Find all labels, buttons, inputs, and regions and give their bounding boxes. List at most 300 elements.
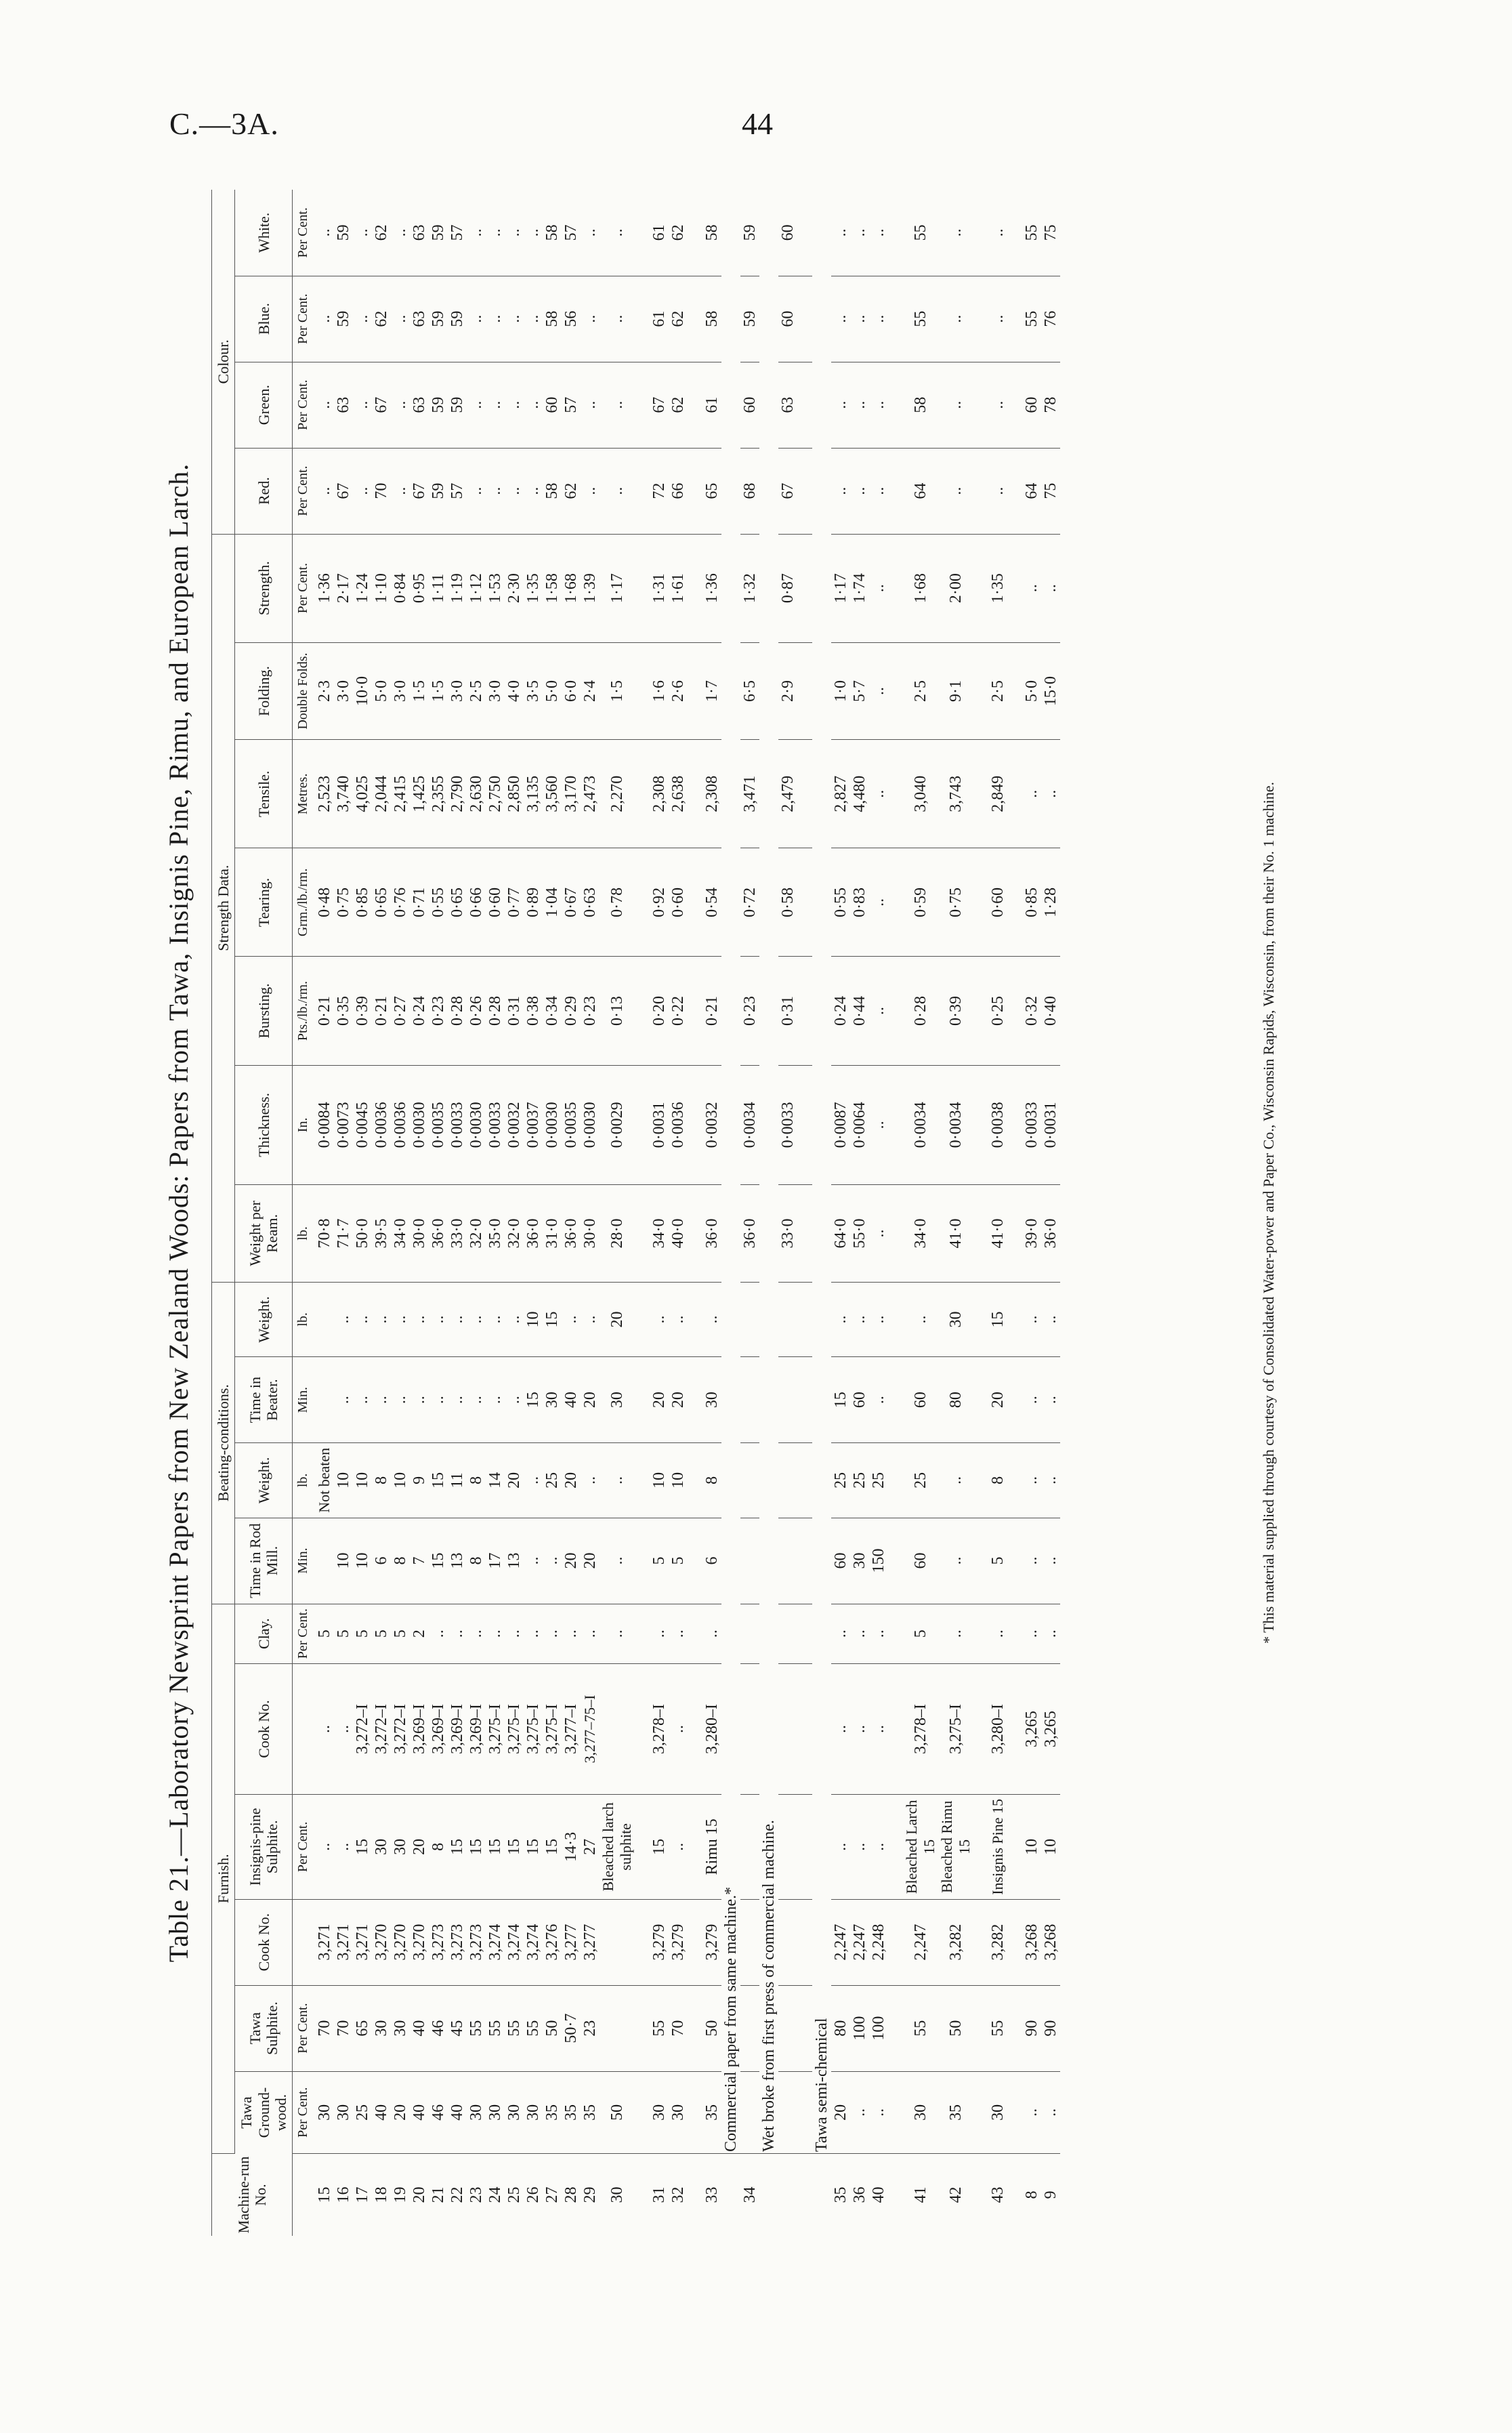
table-cell: 3,271 [334, 1899, 353, 1985]
spacer-cell [888, 2154, 903, 2236]
table-cell: .. [850, 1663, 869, 1794]
table-cell: 60 [543, 362, 562, 448]
table-cell: 27 [543, 2186, 562, 2203]
unit-cell: Double Folds. [293, 642, 316, 740]
table-cell [740, 1604, 759, 1663]
table-cell: 0·0033 [778, 1065, 797, 1185]
table-cell: 30 [988, 2071, 1007, 2153]
table-cell: 70·8 [315, 1185, 334, 1283]
table-cell: 0·0033 [448, 1065, 467, 1185]
table-cell: 2,473 [581, 740, 600, 848]
table-cell: .. [869, 1357, 888, 1443]
spacer-row [688, 190, 702, 2236]
table-cell: 63 [778, 362, 797, 448]
col-header: Tawa Sulphite. [235, 1985, 293, 2071]
table-cell: 0·35 [334, 957, 353, 1065]
col-header: Bursting. [235, 957, 293, 1065]
spacer-cell [635, 1663, 650, 1794]
table-cell [740, 1663, 759, 1794]
table-cell: 30 [702, 1357, 721, 1443]
table-cell: 30 [334, 2071, 353, 2153]
table-cell: 3,273 [448, 1899, 467, 1985]
table-cell: 3·0 [448, 642, 467, 740]
unit-cell: Per Cent. [293, 534, 316, 642]
table-cell: .. [850, 1282, 869, 1356]
table-cell: 15 [486, 1795, 505, 1900]
table-cell: 0·31 [778, 957, 797, 1065]
document-reference: C.—3A. [169, 106, 279, 141]
table-cell: 20 [669, 1357, 688, 1443]
table-row [650, 190, 669, 2236]
table-cell: 30 [372, 1795, 391, 1900]
table-cell: 1·74 [850, 534, 869, 642]
table-cell: 0·31 [505, 957, 524, 1065]
table-cell: 2,248 [869, 1899, 888, 1985]
table-cell: .. [1041, 1357, 1060, 1443]
table-cell: 40 [870, 2186, 888, 2203]
table-cell: 67 [650, 362, 669, 448]
table-cell: .. [669, 1663, 688, 1794]
table-cell: 0·28 [448, 957, 467, 1065]
table-row [429, 190, 448, 2236]
spacer-cell [635, 2154, 650, 2236]
table-cell: 0·0033 [486, 1065, 505, 1185]
table-cell: .. [467, 1282, 486, 1356]
unit-cell: Pts./lb./rm. [293, 957, 316, 1065]
table-cell: .. [869, 642, 888, 740]
spacer-cell [688, 276, 702, 362]
table-cell: .. [869, 276, 888, 362]
note-row [721, 190, 740, 2236]
table-cell: 0·34 [543, 957, 562, 1065]
table-cell: 1·12 [467, 534, 486, 642]
table-cell: 2,415 [391, 740, 410, 848]
table-cell: 3,270 [372, 1899, 391, 1985]
table-cell [740, 1899, 759, 1985]
spacer-cell [1007, 957, 1022, 1065]
unit-cell: Per Cent. [293, 1985, 316, 2071]
spacer-cell [888, 1985, 903, 2071]
table-cell: 22 [448, 2186, 467, 2203]
table-cell: .. [524, 276, 543, 362]
group-header-furnish: Furnish. [212, 1604, 235, 2154]
table-cell: 0·26 [467, 957, 486, 1065]
table-cell: 30 [505, 2071, 524, 2153]
table-cell: .. [391, 1357, 410, 1443]
table-cell: 25 [543, 1443, 562, 1518]
table-cell: .. [505, 448, 524, 534]
table-cell: .. [391, 362, 410, 448]
table-cell: 2·30 [505, 534, 524, 642]
spacer-cell [888, 1604, 903, 1663]
spacer-cell [635, 1443, 650, 1518]
table-cell: 2,355 [429, 740, 448, 848]
table-row [702, 190, 721, 2236]
table-cell: 23 [467, 2186, 486, 2203]
table-cell: 2·5 [467, 642, 486, 740]
spacer-cell [797, 2071, 812, 2153]
table-cell: .. [353, 362, 372, 448]
table-cell: 60 [903, 1518, 938, 1604]
table-cell: 0·87 [778, 534, 797, 642]
table-cell: 1·28 [1041, 848, 1060, 957]
spacer-cell [888, 957, 903, 1065]
spacer-cell [1007, 276, 1022, 362]
table-cell: 0·0034 [740, 1065, 759, 1185]
table-cell: 0·23 [740, 957, 759, 1065]
table-cell: 40 [448, 2071, 467, 2153]
table-cell: .. [334, 1795, 353, 1900]
unit-cell: lb. [293, 1282, 316, 1356]
spacer-cell [635, 957, 650, 1065]
table-cell: 24 [486, 2186, 505, 2203]
table-cell: 0·0038 [988, 1065, 1007, 1185]
table-cell: 0·27 [391, 957, 410, 1065]
spacer-cell [688, 190, 702, 276]
footnote: * This material supplied through courtesy of Consolidated Water-power and Paper Co., Wisconsin Rapids, Wisconsin, from their No. 1 machine. [1260, 782, 1277, 1644]
table-cell: 30 [600, 1357, 635, 1443]
table-cell: 35 [543, 2071, 562, 2153]
spacer-cell [797, 1185, 812, 1283]
table-cell: 15 [448, 1795, 467, 1900]
group-header-beating: Beating-conditions. [212, 1282, 235, 1604]
table-cell: 1·32 [740, 534, 759, 642]
table-cell: 3,277–I [562, 1663, 581, 1794]
spacer-cell [797, 642, 812, 740]
table-cell: 10 [669, 1443, 688, 1518]
table-cell: 1·7 [702, 642, 721, 740]
table-cell: 10 [1041, 1795, 1060, 1900]
table-cell: 0·60 [669, 848, 688, 957]
col-header: Folding. [235, 642, 293, 740]
table-cell: 50 [543, 1985, 562, 2071]
table-cell: .. [1041, 1518, 1060, 1604]
unit-cell: In. [293, 1065, 316, 1185]
table-cell: 0·55 [831, 848, 850, 957]
table-cell: .. [669, 1282, 688, 1356]
table-cell: 39·5 [372, 1185, 391, 1283]
table-cell: 3,740 [334, 740, 353, 848]
table-cell: 14 [486, 1443, 505, 1518]
table-row [778, 190, 797, 2236]
table-cell: 5 [988, 1518, 1007, 1604]
table-row [543, 190, 562, 2236]
page-number: 44 [742, 106, 773, 141]
table-cell: .. [372, 1357, 391, 1443]
spacer-cell [973, 448, 988, 534]
table-cell: .. [353, 448, 372, 534]
table-cell: 29 [581, 2186, 600, 2203]
table-cell: 63 [410, 276, 429, 362]
table-cell: 35·0 [486, 1185, 505, 1283]
col-header: Blue. [235, 276, 293, 362]
table-cell: 3,269–I [429, 1663, 448, 1794]
spacer-cell [973, 1663, 988, 1794]
table-cell: 5 [315, 1604, 334, 1663]
unit-cell: Per Cent. [293, 2071, 316, 2153]
table-cell: 5 [650, 1518, 669, 1604]
table-cell: 0·75 [334, 848, 353, 957]
table-cell: 8 [702, 1443, 721, 1518]
table-cell: 0·85 [1022, 848, 1041, 957]
spacer-cell [635, 1518, 650, 1604]
table-cell: 0·21 [315, 957, 334, 1065]
table-cell: 2,750 [486, 740, 505, 848]
table-row [850, 190, 869, 2236]
table-cell: 15 [467, 1795, 486, 1900]
table-cell: 30 [315, 2071, 334, 2153]
table-cell: .. [315, 1795, 334, 1900]
table-cell: 57 [562, 362, 581, 448]
table-cell: 13 [505, 1518, 524, 1604]
table-cell: 19 [392, 2186, 410, 2203]
spacer-cell [1007, 362, 1022, 448]
table-cell: 1·39 [581, 534, 600, 642]
table-cell: .. [1022, 1357, 1041, 1443]
table-cell: 2·5 [903, 642, 938, 740]
spacer-row [797, 190, 812, 2236]
spacer-cell [1007, 2071, 1022, 2153]
table-cell: 46 [429, 2071, 448, 2153]
table-cell: .. [831, 1282, 850, 1356]
spacer-cell [973, 276, 988, 362]
table-cell: 15 [543, 1282, 562, 1356]
table-cell: .. [410, 1282, 429, 1356]
table-cell: 1,425 [410, 740, 429, 848]
table-row [600, 190, 635, 2236]
table-cell [740, 2071, 759, 2153]
table-cell: .. [850, 276, 869, 362]
table-cell: .. [903, 1282, 938, 1356]
table-row [562, 190, 581, 2236]
table-cell: 3,271 [353, 1899, 372, 1985]
table-cell: 0·89 [524, 848, 543, 957]
col-header: Weight. [235, 1443, 293, 1518]
table-cell: 1·61 [669, 534, 688, 642]
col-header: Strength. [235, 534, 293, 642]
table-cell: 27 [581, 1795, 600, 1900]
table-cell [778, 1604, 797, 1663]
table-row [524, 190, 543, 2236]
table-cell: 8 [1023, 2190, 1041, 2199]
spacer-cell [635, 740, 650, 848]
table-cell: 15 [543, 1795, 562, 1900]
spacer-cell [1007, 1604, 1022, 1663]
table-cell: 41·0 [938, 1185, 973, 1283]
table-cell: 0·0032 [505, 1065, 524, 1185]
spacer-cell [635, 190, 650, 276]
spacer-cell [888, 642, 903, 740]
table-cell: 3,471 [740, 740, 759, 848]
table-cell: 41 [912, 2186, 930, 2203]
table-cell: 2,523 [315, 740, 334, 848]
spacer-cell [688, 1185, 702, 1283]
table-cell: .. [850, 1604, 869, 1663]
table-cell: 3·0 [391, 642, 410, 740]
table-cell: .. [869, 1795, 888, 1900]
table-cell: .. [1041, 534, 1060, 642]
table-cell: 68 [740, 448, 759, 534]
table-cell: 0·95 [410, 534, 429, 642]
table-cell: 5·0 [543, 642, 562, 740]
table-cell: .. [334, 1282, 353, 1356]
table-cell: 2 [410, 1604, 429, 1663]
table-cell: 1·5 [410, 642, 429, 740]
table-cell: 55 [988, 1985, 1007, 2071]
table-cell: .. [353, 276, 372, 362]
table-cell: 65 [702, 448, 721, 534]
table-cell: 1·10 [372, 534, 391, 642]
table-cell: 55 [903, 276, 938, 362]
table-cell: 76 [1041, 276, 1060, 362]
table-cell: 61 [650, 276, 669, 362]
table-cell: 0·0045 [353, 1065, 372, 1185]
table-cell [740, 1795, 759, 1900]
table-cell: 100 [869, 1985, 888, 2071]
table-cell: .. [869, 1185, 888, 1283]
table-row [669, 190, 688, 2236]
spacer-row [635, 190, 650, 2236]
table-cell: 8 [429, 1795, 448, 1900]
table-cell: .. [869, 1282, 888, 1356]
table-cell: 8 [391, 1518, 410, 1604]
table-cell: 0·66 [467, 848, 486, 957]
table-cell: 20 [410, 1795, 429, 1900]
table-cell: 3,275–I [543, 1663, 562, 1794]
table-cell: .. [562, 1604, 581, 1663]
spacer-cell [688, 1899, 702, 1985]
table-cell: .. [581, 362, 600, 448]
table-cell: 30 [903, 2071, 938, 2153]
table-row [410, 190, 429, 2236]
table-cell: 15 [524, 1357, 543, 1443]
table-cell: 6·5 [740, 642, 759, 740]
table-cell: Insignis Pine 15 [988, 1795, 1007, 1900]
table-cell: 50 [938, 1985, 973, 2071]
table-cell: .. [524, 362, 543, 448]
spacer-cell [797, 190, 812, 276]
table-cell: 2,849 [988, 740, 1007, 848]
spacer-cell [888, 190, 903, 276]
table-cell: .. [334, 1663, 353, 1794]
table-cell: .. [429, 1604, 448, 1663]
spacer-cell [635, 1795, 650, 1900]
table-cell: 4,480 [850, 740, 869, 848]
table-cell: 3,560 [543, 740, 562, 848]
table-cell: 35 [938, 2071, 973, 2153]
table-cell: 58 [702, 190, 721, 276]
table-cell: 17 [486, 1518, 505, 1604]
col-header: Tawa Ground-wood. [235, 2071, 293, 2153]
table-cell: 0·48 [315, 848, 334, 957]
table-row [353, 190, 372, 2236]
spacer-cell [797, 740, 812, 848]
table-cell: 0·0030 [410, 1065, 429, 1185]
spacer-cell [1007, 1357, 1022, 1443]
table-cell: .. [467, 448, 486, 534]
table-cell: 3,278–I [903, 1663, 938, 1794]
table-cell: 50·7 [562, 1985, 581, 2071]
spacer-cell [797, 448, 812, 534]
table-cell: 3,275–I [524, 1663, 543, 1794]
table-cell: .. [988, 190, 1007, 276]
table-cell: 3,743 [938, 740, 973, 848]
table-cell: 72 [650, 448, 669, 534]
col-header: Tearing. [235, 848, 293, 957]
table-cell: 28·0 [600, 1185, 635, 1283]
table-cell: 2,638 [669, 740, 688, 848]
table-cell: .. [1022, 1282, 1041, 1356]
table-cell: 58 [702, 276, 721, 362]
table-cell: 36·0 [562, 1185, 581, 1283]
spacer-cell [797, 1443, 812, 1518]
table-cell: 0·78 [600, 848, 635, 957]
table-cell: 62 [669, 276, 688, 362]
table-cell: 3,279 [650, 1899, 669, 1985]
table-cell: .. [850, 448, 869, 534]
spacer-cell [1007, 2154, 1022, 2236]
col-header: Cook No. [235, 1899, 293, 1985]
table-cell: .. [372, 1282, 391, 1356]
table-cell: 36·0 [524, 1185, 543, 1283]
table-cell: 55 [1022, 190, 1041, 276]
table-cell: .. [831, 1663, 850, 1794]
table-cell: 14·3 [562, 1795, 581, 1900]
spacer-cell [797, 362, 812, 448]
col-header: Insignis-pine Sulphite. [235, 1795, 293, 1900]
unit-cell [293, 1663, 316, 1794]
table-cell: 41·0 [988, 1185, 1007, 1283]
spacer-cell [635, 1065, 650, 1185]
table-cell: .. [702, 1282, 721, 1356]
spacer-cell [973, 2154, 988, 2236]
spacer-cell [973, 1899, 988, 1985]
spacer-cell [688, 1065, 702, 1185]
table-cell: 0·38 [524, 957, 543, 1065]
table-cell: 30 [938, 1282, 973, 1356]
table-cell: 3,275–I [486, 1663, 505, 1794]
table-cell: .. [524, 1518, 543, 1604]
table-cell: 30 [524, 2071, 543, 2153]
spacer-cell [888, 2071, 903, 2153]
table-cell: 64 [903, 448, 938, 534]
table-cell [600, 1899, 635, 1985]
table-cell: 64 [1022, 448, 1041, 534]
table-cell: 3·0 [486, 642, 505, 740]
table-cell: 18 [373, 2186, 391, 2203]
spacer-cell [888, 1663, 903, 1794]
spacer-cell [973, 957, 988, 1065]
spacer-cell [635, 848, 650, 957]
table-cell: 0·0032 [702, 1065, 721, 1185]
table-cell: 2,479 [778, 740, 797, 848]
table-cell: 1·11 [429, 534, 448, 642]
table-cell: .. [869, 1604, 888, 1663]
table-cell: 1·19 [448, 534, 467, 642]
table-row [467, 190, 486, 2236]
table-cell: .. [600, 362, 635, 448]
spacer-cell [1007, 1282, 1022, 1356]
table-cell: 0·44 [850, 957, 869, 1065]
table-cell: .. [938, 362, 973, 448]
table-cell: .. [581, 1443, 600, 1518]
table-cell: .. [831, 362, 850, 448]
spacer-row [888, 190, 903, 2236]
table-cell: 3,282 [988, 1899, 1007, 1985]
table-row [315, 190, 334, 2236]
spacer-cell [973, 642, 988, 740]
table-cell: 59 [429, 448, 448, 534]
